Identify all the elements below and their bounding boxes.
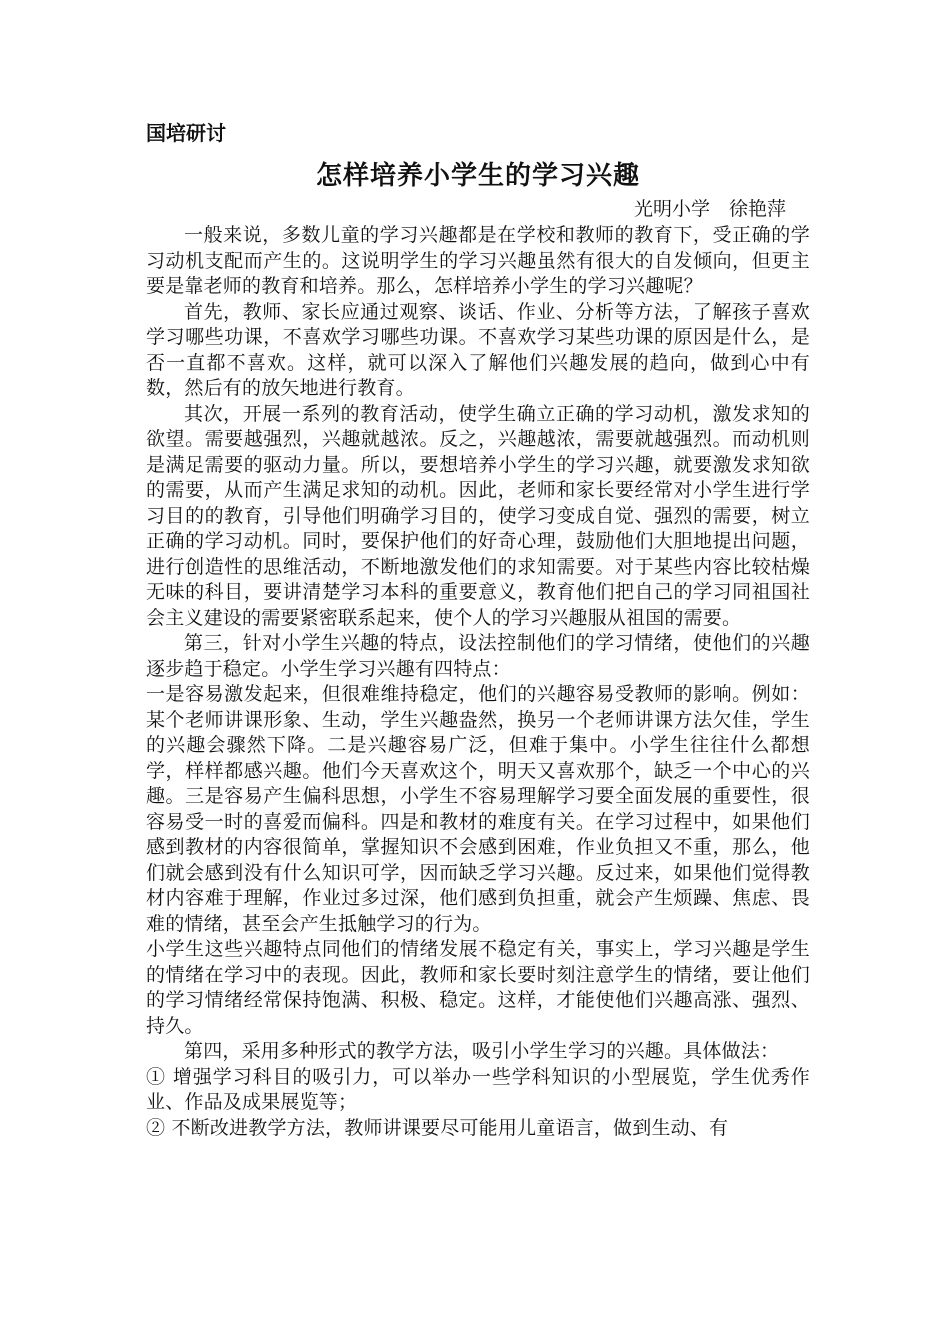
document-title: 怎样培养小学生的学习兴趣 (315, 161, 640, 191)
document-page (146, 118, 810, 1141)
paragraph-third-point: 第三，针对小学生兴趣的特点，设法控制他们的学习情绪，使他们的兴趣逐步趋于稳定。小学生学习兴趣有四特点： (146, 632, 810, 680)
document-category: 国培研讨 (146, 121, 226, 145)
paragraph-intro: 一般来说，多数儿童的学习兴趣都是在学校和教师的教育下，受正确的学习动机支配而产生的。这说明学生的学习兴趣虽然有很大的自发倾向，但更主要是靠老师的教育和培养。那么，怎样培养小学生的学习兴趣呢？ (146, 224, 810, 297)
paragraph-four-traits: 一是容易激发起来，但很难维持稳定，他们的兴趣容易受教师的影响。例如：某个老师讲课形象、生动，学生兴趣盎然，换另一个老师讲课方法欠佳，学生的兴趣会骤然下降。二是兴趣容易广泛，但难于集中。小学生往往什么都想学，样样都感兴趣。他们今天喜欢这个，明天又喜欢那个，缺乏一个中心的兴趣。三是容易产生偏科思想，小学生不容易理解学习要全面发展的重要性，很容易受一时的喜爱而偏科。四是和教材的难度有关。在学习过程中，如果他们感到教材的内容很简单，掌握知识不会感到困难，作业负担又不重，那么，他们就会感到没有什么知识可学，因而缺乏学习兴趣。反过来，如果他们觉得教材内容难于理解，作业过多过深，他们感到负担重，就会产生烦躁、焦虑、畏难的情绪，甚至会产生抵触学习的行为。 (146, 683, 810, 935)
paragraph-fourth-point: 第四，采用多种形式的教学方法，吸引小学生学习的兴趣。具体做法： (184, 1040, 780, 1062)
document-author: 光明小学 徐艳萍 (633, 198, 786, 220)
paragraph-emotion: 小学生这些兴趣特点同他们的情绪发展不稳定有关，事实上，学习兴趣是学生的情绪在学习中的表现。因此，教师和家长要时刻注意学生的情绪，要让他们的学习情绪经常保持饱满、积极、稳定。这样，才能使他们兴趣高涨、强烈、持久。 (146, 938, 810, 1037)
paragraph-second-point: 其次，开展一系列的教育活动，使学生确立正确的学习动机，激发求知的欲望。需要越强烈，兴趣就越浓。反之，兴趣越浓，需要就越强烈。而动机则是满足需要的驱动力量。所以，要想培养小学生的学习兴趣，就要激发求知欲的需要，从而产生满足求知的动机。因此，老师和家长要经常对小学生进行学习目的的教育，引导他们明确学习目的，使学习变成自觉、强烈的需要，树立正确的学习动机。同时，要保护他们的好奇心理，鼓励他们大胆地提出问题，进行创造性的思维活动，不断地激发他们的求知需要。对于某些内容比较枯燥无味的科目，要讲清楚学习本科的重要意义，教育他们把自己的学习同祖国社会主义建设的需要紧密联系起来，使个人的学习兴趣服从祖国的需要。 (146, 402, 810, 629)
list-item-method-2: ② 不断改进教学方法，教师讲课要尽可能用儿童语言，做到生动、有 (146, 1116, 729, 1139)
paragraph-first-point: 首先，教师、家长应通过观察、谈话、作业、分析等方法，了解孩子喜欢学习哪些功课，不喜欢学习哪些功课。不喜欢学习某些功课的原因是什么，是否一直都不喜欢。这样，就可以深入了解他们兴趣发展的趋向，做到心中有数，然后有的放矢地进行教育。 (146, 300, 810, 399)
list-item-method-1: ① 增强学习科目的吸引力，可以举办一些学科知识的小型展览，学生优秀作业、作品及成果展览等； (146, 1065, 810, 1113)
